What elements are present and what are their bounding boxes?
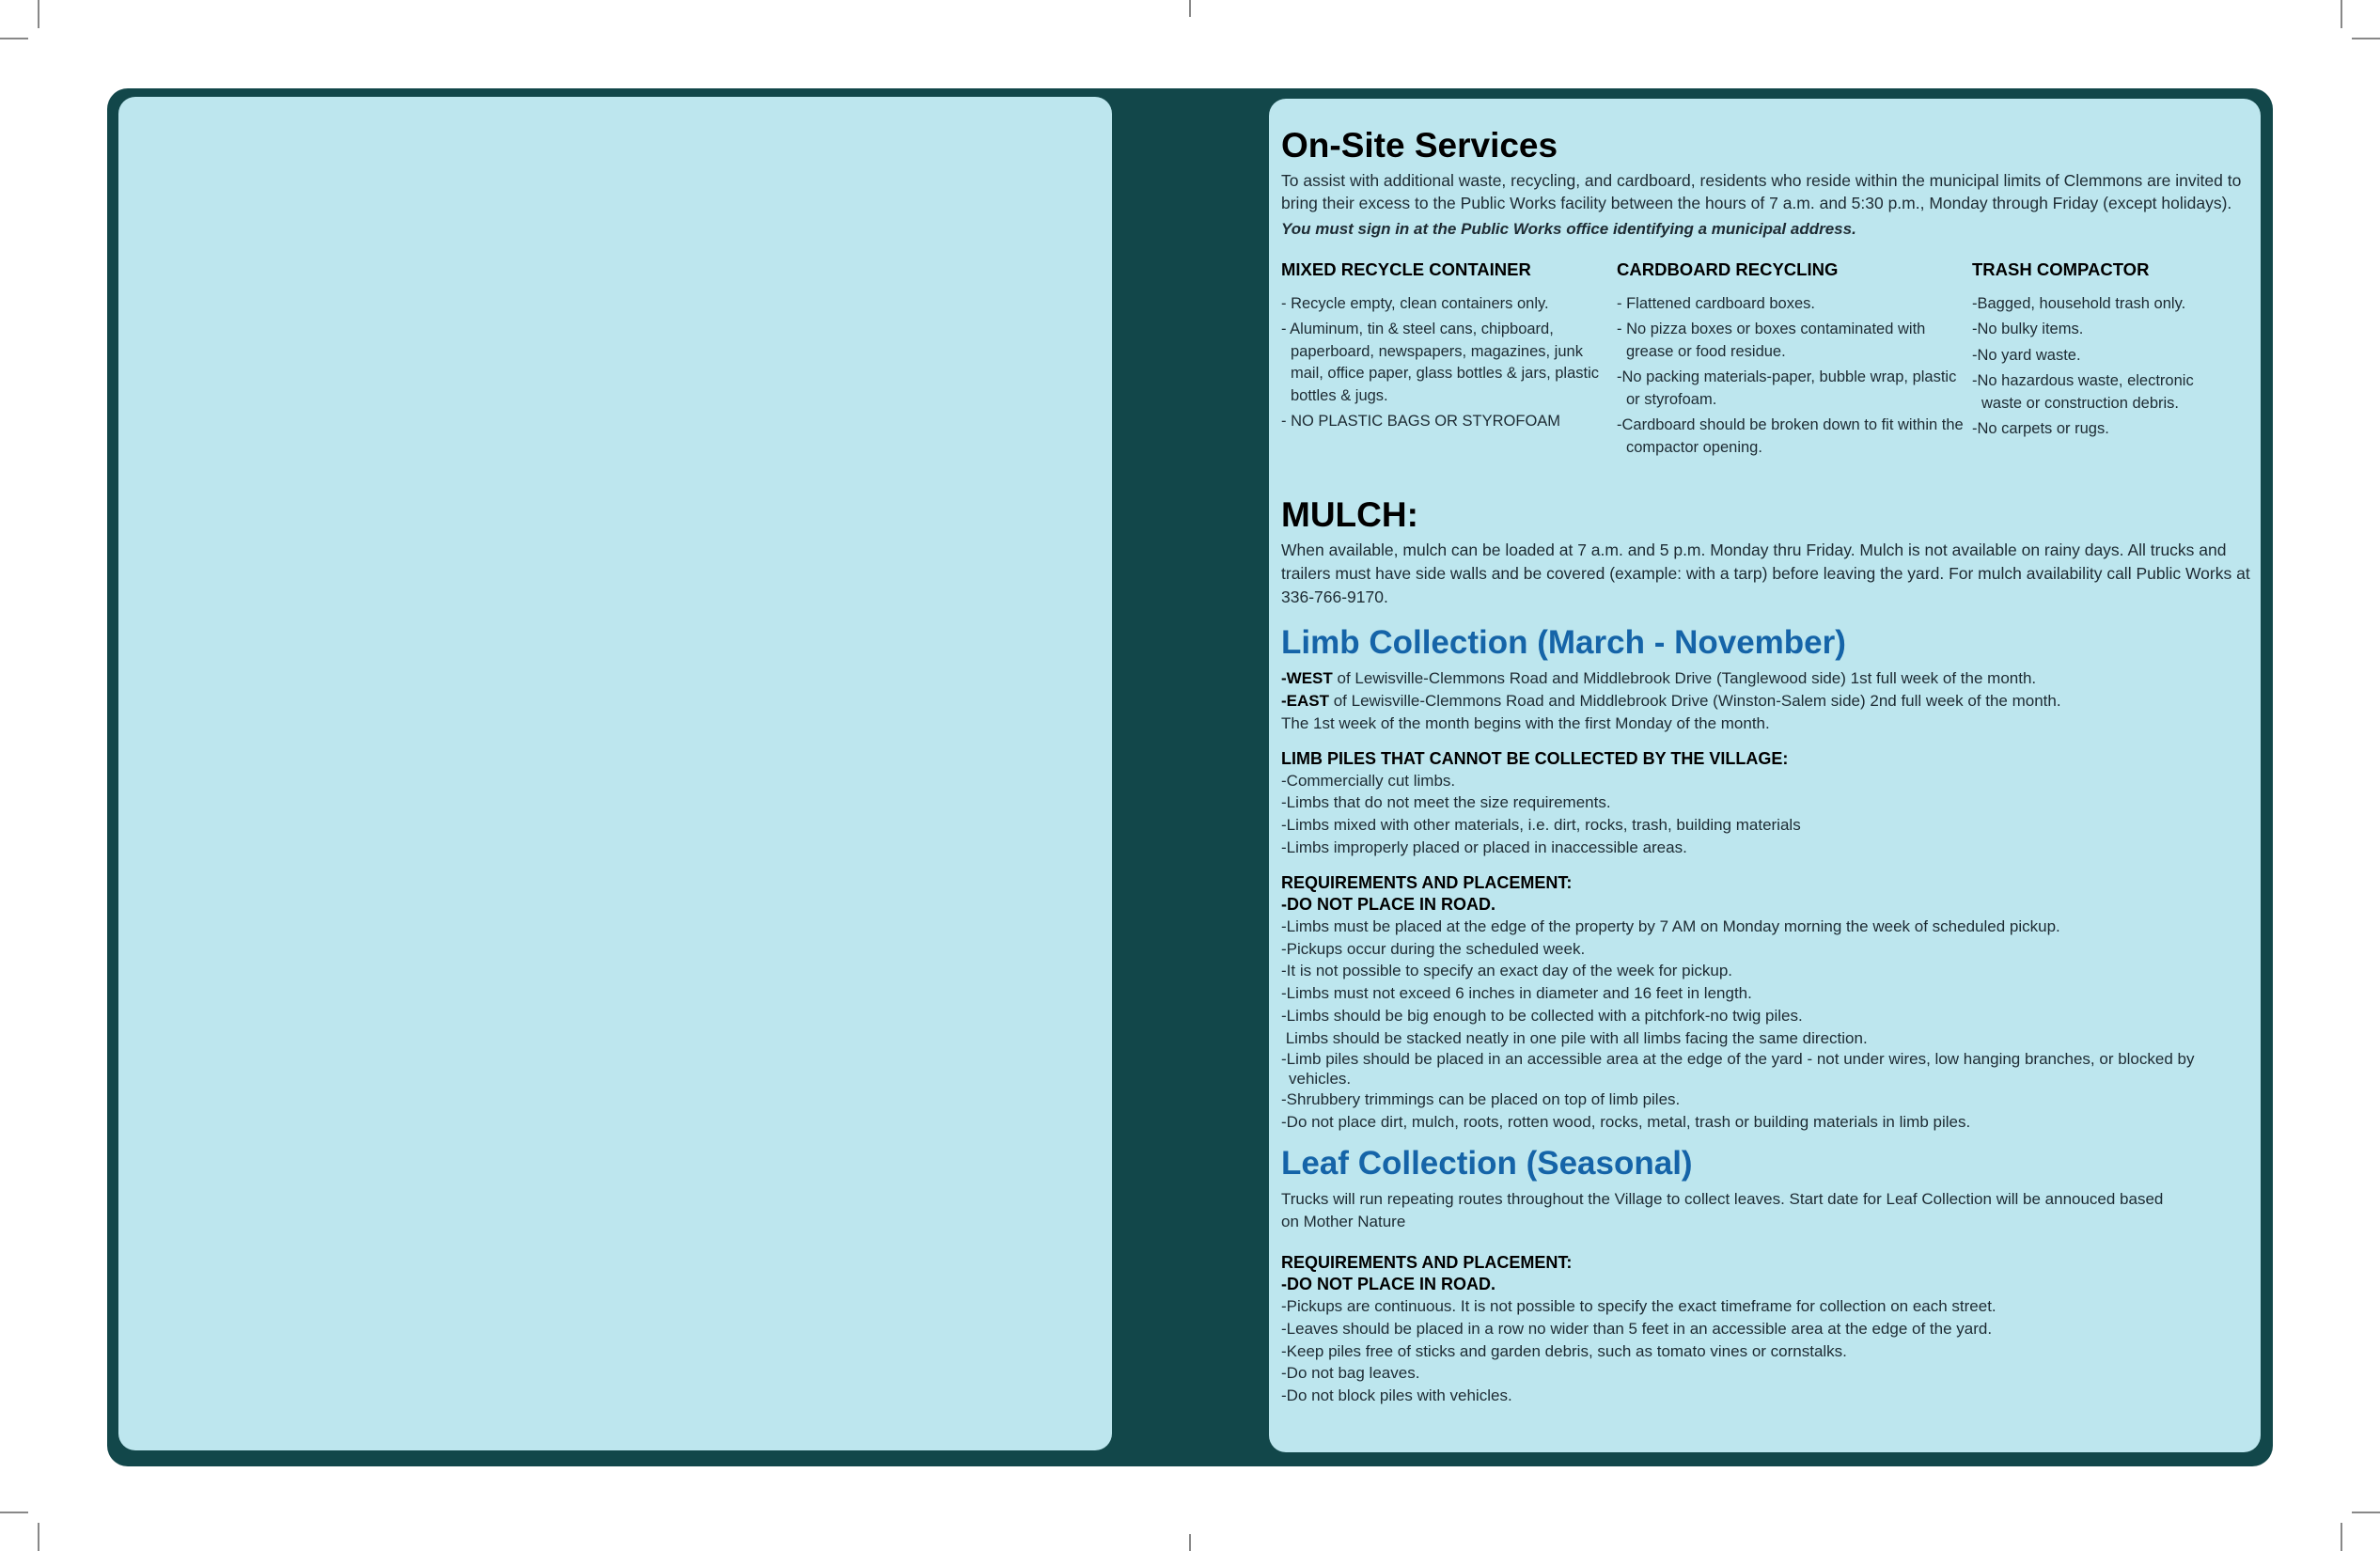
list-item: -Bagged, household trash only. <box>1972 294 2186 312</box>
crop-mark <box>2352 38 2380 39</box>
list-item: -Keep piles free of sticks and garden debris, such as tomato vines or cornstalks. <box>1281 1341 1847 1360</box>
crop-mark <box>1189 1534 1191 1551</box>
list-item: -No yard waste. <box>1972 346 2081 364</box>
leaf-req-heading: REQUIREMENTS AND PLACEMENT: <box>1281 1252 1573 1272</box>
list-item: - NO PLASTIC BAGS OR STYROFOAM <box>1281 413 1561 431</box>
list-item: -Limbs that do not meet the size requirements. <box>1281 793 1611 812</box>
crop-mark <box>1189 0 1191 17</box>
column-heading: TRASH COMPACTOR <box>1972 258 2150 279</box>
limb-section <box>1281 624 2255 1134</box>
mulch-title: MULCH: <box>1281 495 1418 535</box>
list-item: -No packing materials-paper, bubble wrap, plastic or styrofoam. <box>1617 368 1957 408</box>
crop-mark <box>38 1523 39 1551</box>
leaf-title: Leaf Collection (Seasonal) <box>1281 1145 1693 1183</box>
list-item: -Do not place dirt, mulch, roots, rotten wood, rocks, metal, trash or building materials in limb piles. <box>1281 1113 1971 1132</box>
onsite-title: On-Site Services <box>1281 126 1558 164</box>
limb-east <box>1281 690 2255 713</box>
list-item: -Limb piles should be placed in an accessible area at the edge of the yard - not under wires, low hanging branches, or blocked by vehicles. <box>1281 1050 2195 1089</box>
east-label: -EAST <box>1281 691 1329 710</box>
list-item: - Flattened cardboard boxes. <box>1617 294 1815 312</box>
list-item: -Do not block piles with vehicles. <box>1281 1386 1512 1405</box>
trash-compactor-column <box>1972 259 2235 463</box>
crop-mark <box>38 0 39 28</box>
crop-mark <box>0 38 28 39</box>
crop-mark <box>0 1512 28 1513</box>
leaf-req-warning: -DO NOT PLACE IN ROAD. <box>1281 1274 1495 1293</box>
list-item: -Pickups occur during the scheduled week. <box>1281 939 1586 958</box>
list-item: -Leaves should be placed in a row no wider than 5 feet in an accessible area at the edge of the yard. <box>1281 1319 1993 1338</box>
mulch-section <box>1281 496 2255 609</box>
limb-west <box>1281 667 2255 690</box>
list-item: -No hazardous waste, electronic waste or construction debris. <box>1972 372 2194 412</box>
crop-mark <box>2341 0 2342 28</box>
crop-mark <box>2352 1512 2380 1513</box>
list-item: -No carpets or rugs. <box>1972 420 2109 438</box>
limb-cannot-heading: LIMB PILES THAT CANNOT BE COLLECTED BY THE VILLAGE: <box>1281 748 1789 768</box>
list-item: -Do not bag leaves. <box>1281 1364 1420 1383</box>
list-item: -It is not possible to specify an exact day of the week for pickup. <box>1281 962 1733 980</box>
leaf-text: Trucks will run repeating routes throughout the Village to collect leaves. Start date for Leaf Collection will be annouced based on Mother Nature <box>1281 1190 2164 1231</box>
onsite-section <box>1281 127 2255 462</box>
west-text: of Lewisville-Clemmons Road and Middlebrook Drive (Tanglewood side) 1st full week of the month. <box>1332 669 2037 688</box>
list-item: -Limbs mixed with other materials, i.e. dirt, rocks, trash, building materials <box>1281 816 1801 835</box>
limb-title: Limb Collection (March - November) <box>1281 623 1846 661</box>
limb-req-heading: REQUIREMENTS AND PLACEMENT: <box>1281 872 1573 892</box>
column-heading: CARDBOARD RECYCLING <box>1617 258 1839 279</box>
list-item: -Commercially cut limbs. <box>1281 771 1456 790</box>
list-item: -Shrubbery trimmings can be placed on top of limb piles. <box>1281 1090 1681 1109</box>
list-item: - Aluminum, tin & steel cans, chipboard, paperboard, newspapers, magazines, junk mail, office paper, glass bottles & jars, plastic bottles & jugs. <box>1281 321 1600 404</box>
mulch-text: When available, mulch can be loaded at 7 a.m. and 5 p.m. Monday thru Friday. Mulch is not available on rainy days. All trucks and trailers must have side walls and be covered (example: with a tarp) before leaving the yard. For mulch availability call Public Works at 336-766-9170. <box>1281 540 2250 606</box>
list-item: -Pickups are continuous. It is not possible to specify the exact timeframe for collection on each street. <box>1281 1296 1996 1315</box>
east-text: of Lewisville-Clemmons Road and Middlebrook Drive (Winston-Salem side) 2nd full week of the month. <box>1329 691 2061 710</box>
list-item: -Limbs should be big enough to be collected with a pitchfork-no twig piles. <box>1281 1006 1803 1025</box>
limb-week-note: The 1st week of the month begins with the first Monday of the month. <box>1281 713 1770 732</box>
leaf-section <box>1281 1145 2255 1407</box>
onsite-intro: To assist with additional waste, recycling, and cardboard, residents who reside within the municipal limits of Clemmons are invited to bring their excess to the Public Works facility between the hours of 7 a.m. and 5:30 p.m., Monday through Friday (except holidays). <box>1281 170 2242 212</box>
limb-req-warning: -DO NOT PLACE IN ROAD. <box>1281 894 1495 914</box>
onsite-columns <box>1281 259 2255 463</box>
crop-mark <box>2341 1523 2342 1551</box>
cardboard-column <box>1617 259 1972 463</box>
list-item: - No pizza boxes or boxes contaminated with grease or food residue. <box>1617 321 1926 360</box>
west-label: -WEST <box>1281 669 1333 688</box>
column-heading: MIXED RECYCLE CONTAINER <box>1281 258 1531 279</box>
list-item: -Limbs must be placed at the edge of the property by 7 AM on Monday morning the week of scheduled pickup. <box>1281 916 2060 935</box>
list-item: -No bulky items. <box>1972 321 2084 338</box>
services-panel <box>1269 99 2261 1452</box>
list-item: - Recycle empty, clean containers only. <box>1281 294 1549 312</box>
list-item: -Limbs must not exceed 6 inches in diameter and 16 feet in length. <box>1281 984 1752 1003</box>
list-item: -Limbs improperly placed or placed in inaccessible areas. <box>1281 838 1687 856</box>
list-item: -Cardboard should be broken down to fit within the compactor opening. <box>1617 416 1964 456</box>
mixed-recycle-column <box>1281 259 1617 463</box>
blank-left-panel <box>118 97 1112 1450</box>
onsite-notice: You must sign in at the Public Works office identifying a municipal address. <box>1281 219 1856 238</box>
list-item: Limbs should be stacked neatly in one pile with all limbs facing the same direction. <box>1281 1028 1868 1047</box>
